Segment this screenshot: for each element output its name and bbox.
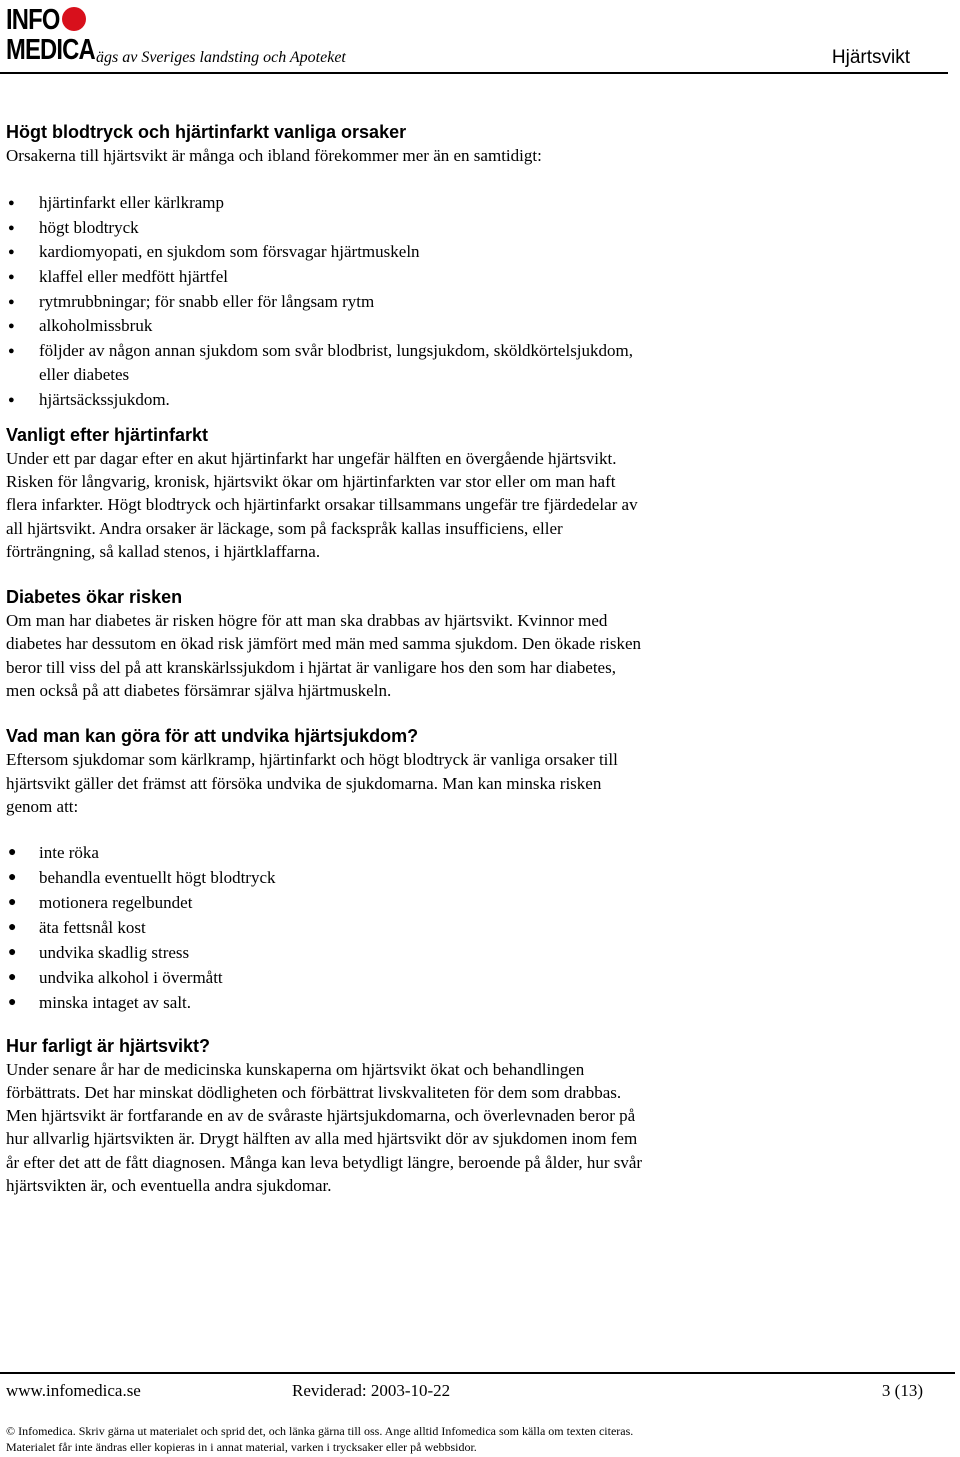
section-intro: Eftersom sjukdomar som kärlkramp, hjärtinfarkt och högt blodtryck är vanliga orsaker till hjärtsvikt gäller det främst att försöka undvika de sjukdomarna. Man kan minska risken genom att: bbox=[6, 750, 618, 816]
list-item-text: minska intaget av salt. bbox=[39, 992, 192, 1012]
footer-website-link[interactable]: www.infomedica.se bbox=[6, 1381, 141, 1400]
legal-line: © Infomedica. Skriv gärna ut materialet och sprid det, och länka gärna till oss. Ange alltid Infomedica som källa om texten citeras. bbox=[6, 1424, 634, 1438]
bullet-icon: ● bbox=[8, 394, 15, 407]
bullet-icon: ● bbox=[8, 344, 15, 357]
legal-line: Materialet får inte ändras eller kopieras in i annat material, varken i trycksaker eller på webbsidor. bbox=[6, 1440, 477, 1454]
causes-list bbox=[6, 191, 646, 412]
article-body bbox=[6, 120, 646, 1197]
list-item-text: undvika alkohol i övermått bbox=[39, 967, 223, 987]
list-item bbox=[6, 388, 646, 413]
footer-revision-date: Reviderad: 2003-10-22 bbox=[292, 1381, 451, 1400]
list-item-text: hjärtsäckssjukdom. bbox=[39, 390, 170, 410]
list-item-text: behandla eventuellt högt blodtryck bbox=[39, 868, 276, 888]
list-item bbox=[6, 265, 646, 290]
section-diabetes bbox=[6, 585, 646, 702]
footer-page-number: 3 (13) bbox=[881, 1381, 923, 1400]
bullet-icon: ● bbox=[8, 197, 15, 210]
list-item bbox=[6, 866, 646, 891]
logo-red-dot bbox=[62, 7, 86, 31]
list-item-text: hjärtinfarkt eller kärlkramp bbox=[39, 193, 225, 213]
page-header bbox=[0, 0, 960, 74]
document-title: Hjärtsvikt bbox=[831, 47, 910, 68]
bullet-icon: ● bbox=[8, 295, 15, 308]
bullet-icon: ● bbox=[8, 969, 17, 985]
list-item-text: högt blodtryck bbox=[39, 217, 139, 237]
bullet-icon: ● bbox=[8, 919, 17, 935]
list-item bbox=[6, 191, 646, 216]
logo-text-medica: MEDICA bbox=[6, 34, 95, 66]
section-intro: Orsakerna till hjärtsvikt är många och ibland förekommer mer än en samtidigt: bbox=[6, 146, 542, 165]
section-causes bbox=[6, 120, 646, 413]
section-text: Under ett par dagar efter en akut hjärtinfarkt har ungefär hälften en övergående hjärtsvikt. Risken för långvarig, kronisk, hjärtsvikt ökar om hjärtinfarkten var stor eller om man haft flera infarkter. Högt blodtryck och hjärtinfarkt orsakar tillsammans ungefär tre fjärdedelar av all hjärtsvikt. Andra orsaker är läckage, som på fackspråk kallas insufficiens, eller förträngning, så kallad stenos, i hjärtklaffarna. bbox=[6, 448, 638, 561]
section-after-infarct bbox=[6, 423, 646, 563]
infomedica-logo[interactable] bbox=[6, 4, 95, 66]
bullet-icon: ● bbox=[8, 320, 15, 333]
list-item-text: undvika skadlig stress bbox=[39, 942, 190, 962]
section-heading: Högt blodtryck och hjärtinfarkt vanliga orsaker bbox=[6, 122, 407, 142]
list-item-text: inte röka bbox=[39, 843, 99, 863]
section-heading: Vad man kan göra för att undvika hjärtsjukdom? bbox=[6, 726, 419, 747]
list-item bbox=[6, 339, 646, 388]
section-heading: Hur farligt är hjärtsvikt? bbox=[6, 1035, 211, 1056]
list-item bbox=[6, 314, 646, 339]
list-item-text: klaffel eller medfött hjärtfel bbox=[39, 267, 228, 287]
tagline: ägs av Sveriges landsting och Apoteket bbox=[96, 49, 346, 66]
footer-legal-notice bbox=[6, 1423, 633, 1455]
bullet-icon: ● bbox=[8, 845, 17, 861]
list-item bbox=[6, 216, 646, 241]
list-item-text: motionera regelbundet bbox=[39, 893, 193, 913]
bullet-icon: ● bbox=[8, 221, 15, 234]
list-item-text: kardiomyopati, en sjukdom som försvagar hjärtmuskeln bbox=[39, 242, 420, 262]
list-item bbox=[6, 841, 646, 866]
section-text: Under senare år har de medicinska kunskaperna om hjärtsvikt ökat och behandlingen förbättrats. Det har minskat dödligheten och förbättrat livskvaliteten för dem som drabbas. Men hjärtsvikt är fortfarande en av de svåraste hjärtsjukdomarna, och överlevnaden beror på hur allvarlig hjärtsvikten är. Drygt hälften av alla med hjärtsvikt dör av sjukdomen inom fem år efter det att de fått diagnosen. Många kan leva betydligt längre, beroende på ålder, hur svår hjärtsvikten är, och eventuella andra sjukdomar. bbox=[6, 1059, 643, 1196]
list-item-text: följder av någon annan sjukdom som svår blodbrist, lungsjukdom, sköldkörtelsjukdom, eller diabetes bbox=[39, 340, 634, 385]
logo-text-info: INFO bbox=[6, 4, 60, 36]
prevention-list bbox=[6, 841, 646, 1015]
bullet-icon: ● bbox=[8, 994, 17, 1010]
section-danger bbox=[6, 1034, 646, 1198]
bullet-icon: ● bbox=[8, 870, 17, 886]
list-item bbox=[6, 891, 646, 916]
list-item bbox=[6, 991, 646, 1016]
bullet-icon: ● bbox=[8, 271, 15, 284]
footer-divider bbox=[0, 1372, 955, 1374]
header-divider bbox=[0, 72, 948, 74]
section-prevention bbox=[6, 724, 646, 1015]
list-item bbox=[6, 966, 646, 991]
list-item-text: alkoholmissbruk bbox=[39, 316, 153, 336]
list-item bbox=[6, 941, 646, 966]
section-heading: Diabetes ökar risken bbox=[6, 587, 183, 608]
list-item-text: rytmrubbningar; för snabb eller för långsam rytm bbox=[39, 291, 375, 311]
list-item bbox=[6, 240, 646, 265]
list-item-text: äta fettsnål kost bbox=[39, 917, 146, 937]
section-heading: Vanligt efter hjärtinfarkt bbox=[6, 424, 209, 445]
bullet-icon: ● bbox=[8, 895, 17, 911]
bullet-icon: ● bbox=[8, 944, 17, 960]
list-item bbox=[6, 290, 646, 315]
list-item bbox=[6, 916, 646, 941]
section-text: Om man har diabetes är risken högre för att man ska drabbas av hjärtsvikt. Kvinnor med diabetes har dessutom en ökad risk jämfört med män med samma sjukdom. Den ökade risken beror till viss del på att kranskärlssjukdom i hjärtat är vanligare hos den som har diabetes, men också på att diabetes försämrar själva hjärtmuskeln. bbox=[6, 611, 641, 701]
bullet-icon: ● bbox=[8, 246, 15, 259]
